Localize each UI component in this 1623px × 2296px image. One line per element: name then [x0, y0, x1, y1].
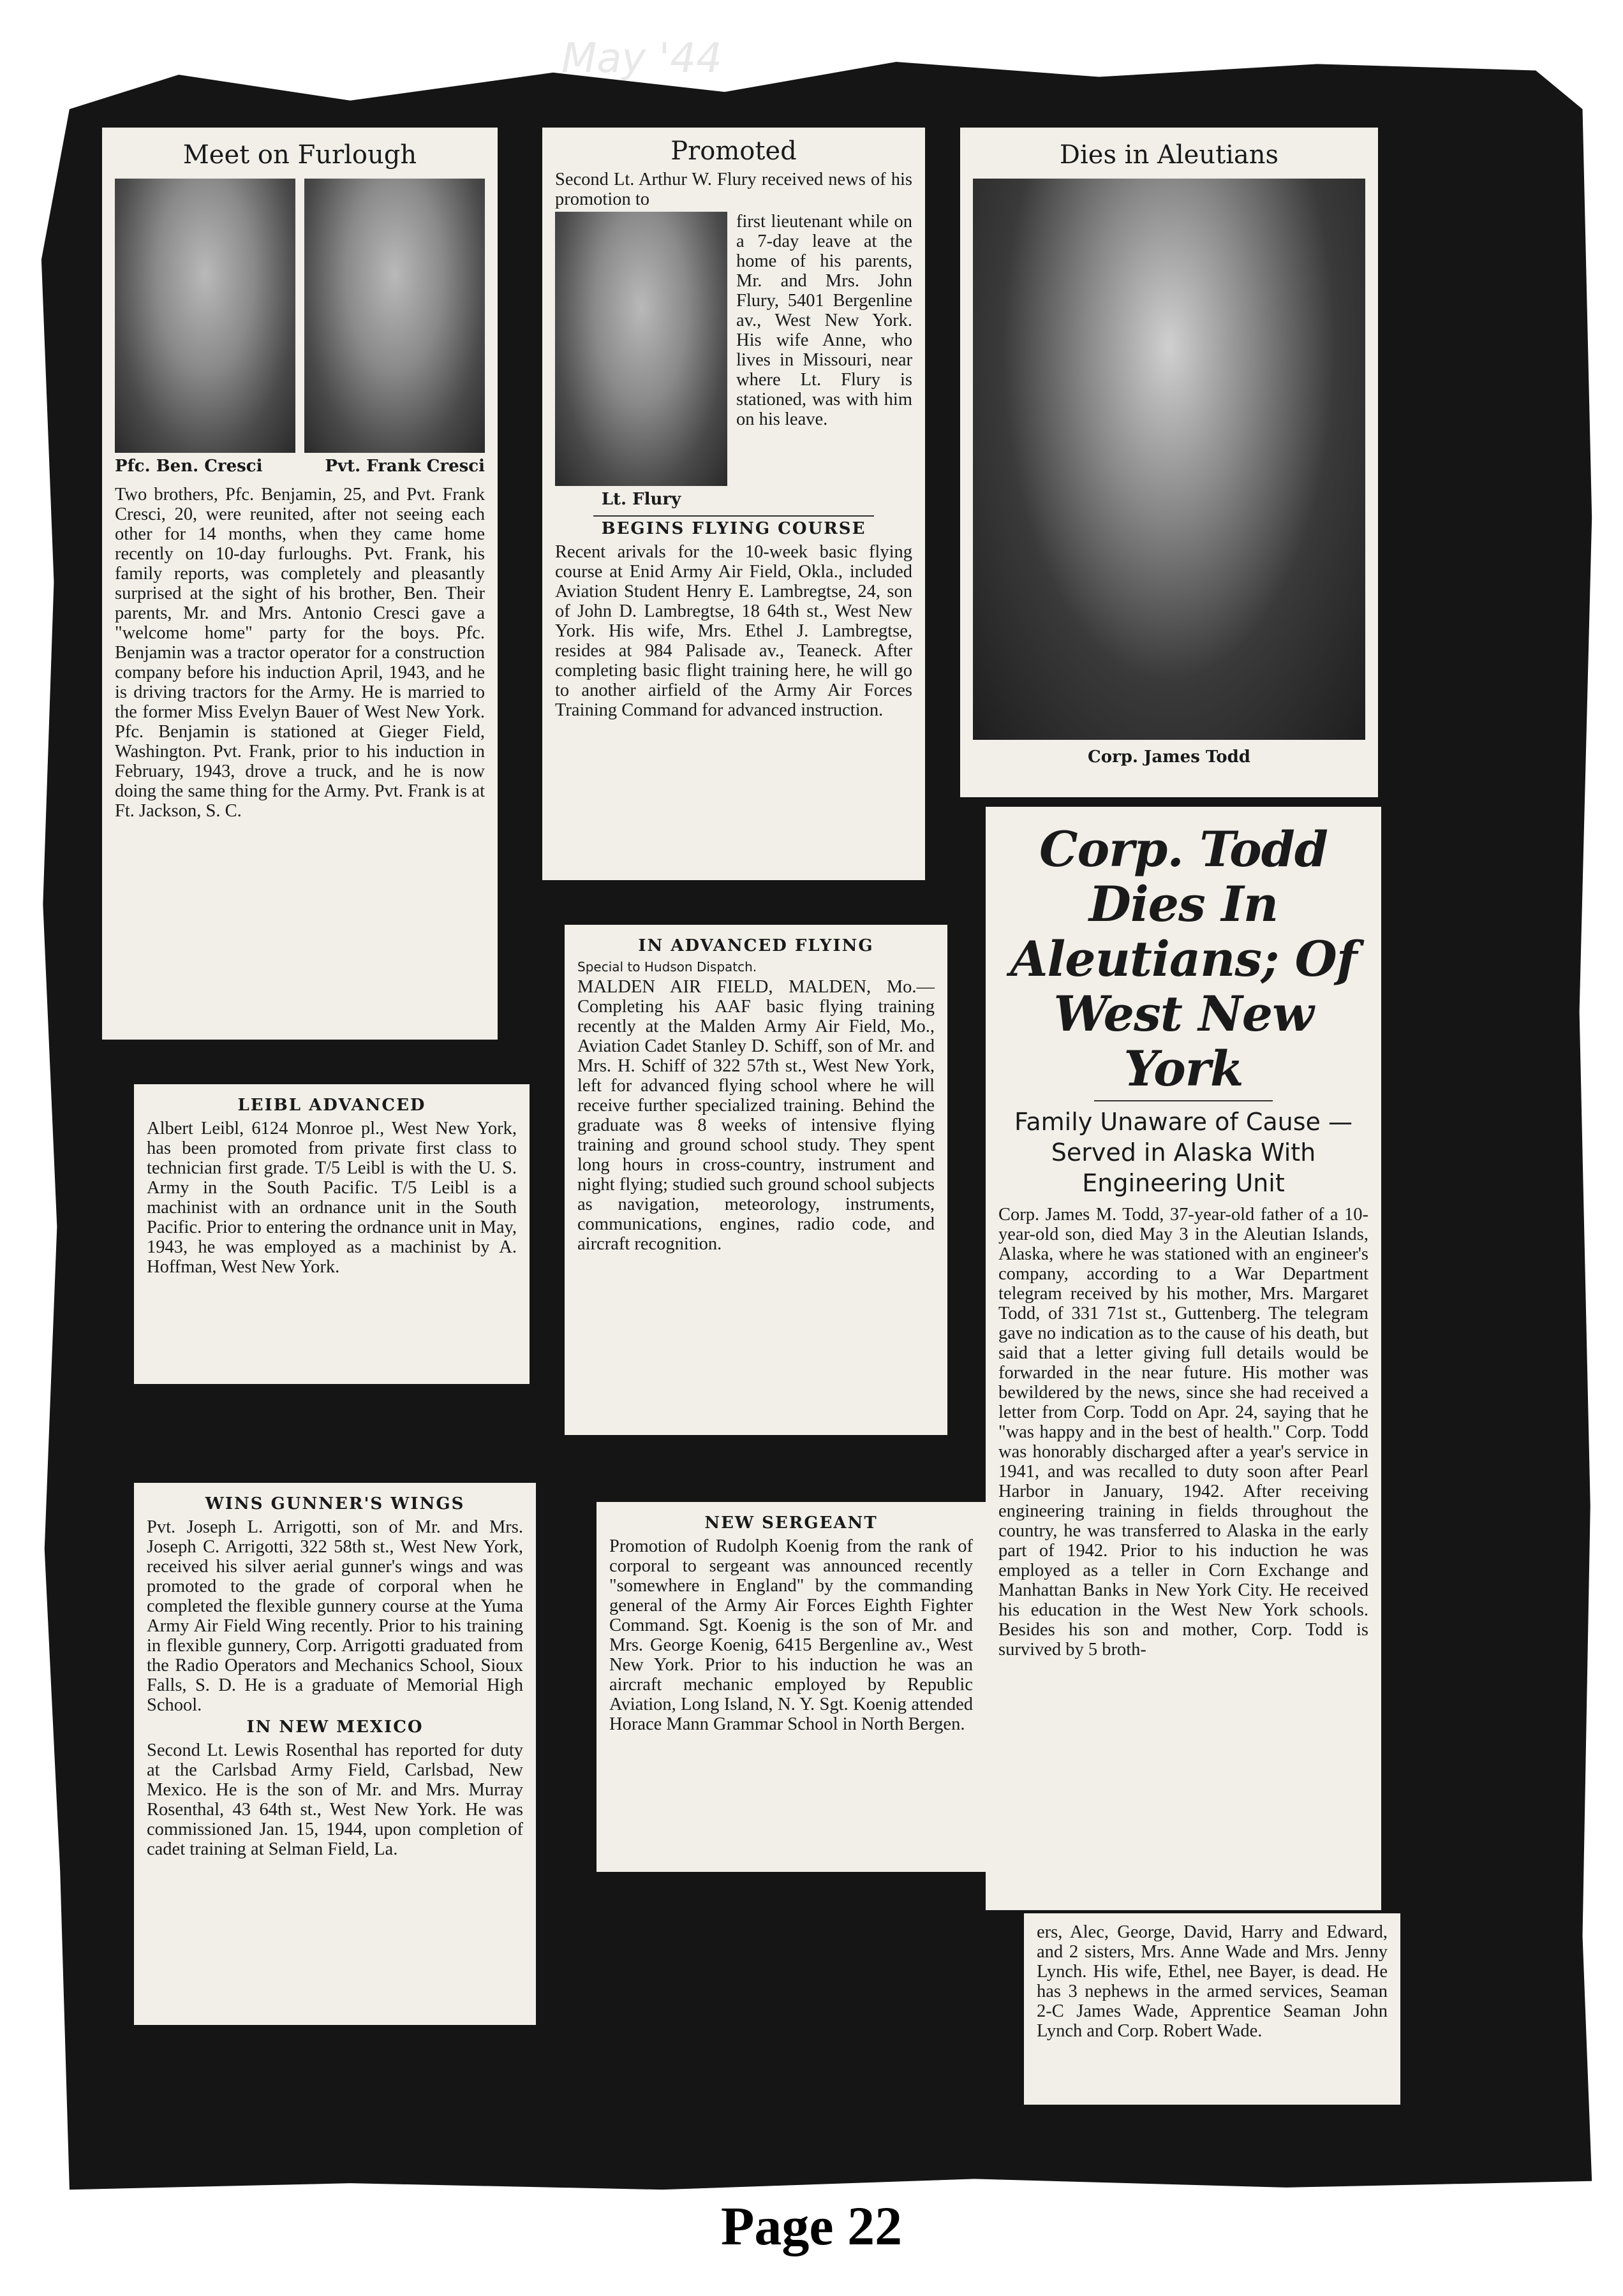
photo-james-todd: [973, 179, 1365, 740]
clipping-headline: Promoted: [671, 136, 797, 166]
clipping-in-advanced-flying: [565, 925, 947, 1435]
clipping-headline: Meet on Furlough: [182, 140, 417, 170]
photo-lt-flury: [555, 212, 727, 486]
handwritten-date: May '44: [561, 35, 722, 82]
sub-headline: IN NEW MEXICO: [246, 1718, 424, 1737]
photo-pair: [115, 179, 485, 453]
clipping-new-sergeant: [597, 1502, 986, 1872]
article-body: Two brothers, Pfc. Benjamin, 25, and Pvt. Frank Cresci, 20, were reunited, after not seeing each other for 14 months, when they came home recently on 10-day furloughs. Pvt. Frank, his family reports, was completely and pleasantly surprised at the sight of his brother, Ben. Their parents, Mr. and Mrs. Antonio Cresci gave a "welcome home" party for the boys. Pfc. Benjamin was a tractor operator for a construction company before his induction April, 1943, and he is driving tractors for the Army. He is married to the former Miss Evelyn Bauer of West New York. Pfc. Benjamin is stationed at Gieger Field, Washington. Pvt. Frank, prior to his induction in February, 1943, drove a truck, and he is now doing the same thing for the Army. Pvt. Frank is at Ft. Jackson, S. C.: [115, 485, 485, 821]
sub-headline: BEGINS FLYING COURSE: [601, 519, 866, 538]
article-deck: Family Unaware of Cause —Served in Alaska With Engineering Unit: [1014, 1108, 1352, 1197]
article-body: first lieutenant while on a 7-day leave at the home of his parents, Mr. and Mrs. John Flury, 5401 Bergenline av., West New York. His wife Anne, who lives in Missouri, near where Lt. Flury is stationed, was with him on his leave.: [736, 212, 912, 429]
clipping-headline: Dies in Aleutians: [1059, 140, 1279, 170]
dateline: Special to Hudson Dispatch.: [577, 959, 757, 975]
divider: [593, 515, 874, 517]
clipping-wins-gunners-wings: [134, 1483, 536, 2025]
photo-caption-left: Pfc. Ben. Cresci: [115, 457, 263, 476]
photo-caption: Corp. James Todd: [1088, 747, 1250, 767]
photo-block: [555, 212, 727, 509]
article-body: Corp. James M. Todd, 37-year-old father of a 10-year-old son, died May 3 in the Aleutian Islands, Alaska, where he was stationed with an engineer's company, according to a War Department telegram received by his mother, Mrs. Margaret Todd, of 331 71st st., Guttenberg. The telegram gave no indication as to the cause of his death, but said that a letter giving full details would be forwarded in the near future. His mother was bewildered by the news, since she had received a letter from Corp. Todd on Apr. 24, saying that he "was happy and in the best of health." Corp. Todd was honorably discharged after a year's service in 1941, and was recalled to duty soon after Pearl Harbor in January, 1942. After receiving engineering training in fields throughout the country, he was transferred to Alaska in the early part of 1942. Prior to his induction he was employed as a teller in Corn Exchange and Manhattan Banks in New York City. He received his education in the West New York schools. Besides his son and mother, Corp. Todd is survived by 5 broth-: [998, 1205, 1368, 1659]
page-number: Page 22: [720, 2195, 903, 2256]
clipping-headline: LEIBL ADVANCED: [237, 1096, 426, 1115]
divider: [1094, 1100, 1273, 1101]
photo-row: [555, 212, 912, 509]
photo-caption: Lt. Flury: [601, 490, 681, 509]
article-headline: Corp. Todd Dies In Aleutians; Of West New York: [1010, 821, 1357, 1097]
article-body: Pvt. Joseph L. Arrigotti, son of Mr. and Mrs. Joseph C. Arrigotti, 322 58th st., West New York, received his silver aerial gunner's wings and was promoted to the grade of corporal when he completed the flexible gunnery course at the Yuma Army Air Field Wing recently. Prior to his training in flexible gunnery, Corp. Arrigotti graduated from the Radio Operators and Mechanics School, Sioux Falls, S. D. He is a graduate of Memorial High School.: [147, 1517, 523, 1715]
sub-article-body: Recent arivals for the 10-week basic flying course at Enid Army Air Field, Okla., included Aviation Student Henry E. Lambregtse, 24, son of John D. Lambregtse, 18 64th st., West New York. His wife, Mrs. Ethel J. Lambregtse, resides at 984 Palisade av., Teaneck. After completing basic flight training here, he will go to another airfield of the Army Air Forces Training Command for advanced instruction.: [555, 542, 912, 720]
clipping-meet-on-furlough: [102, 128, 498, 1040]
article-body: MALDEN AIR FIELD, MALDEN, Mo.—Completing his AAF basic flying training recently at the Malden Army Air Field, Mo., Aviation Cadet Stanley D. Schiff, son of Mr. and Mrs. H. Schiff of 322 57th st., West New York, left for advanced flying school where he will receive further specialized training. Behind the graduate was 8 weeks of intensive flying training and ground school study. They spent long hours in cross-country, instrument and night flying; studied such ground school subjects as navigation, meteorology, instruments, communications, engines, radio code, and aircraft recognition.: [577, 977, 935, 1254]
photo-ben-cresci: [115, 179, 295, 453]
clipping-todd-continuation: [1024, 1913, 1400, 2105]
article-intro: Second Lt. Arthur W. Flury received news of his promotion to: [555, 170, 912, 209]
photo-frank-cresci: [304, 179, 485, 453]
article-continuation: ers, Alec, George, David, Harry and Edward, and 2 sisters, Mrs. Anne Wade and Mrs. Jenny Lynch. His wife, Ethel, nee Bayer, is dead. He has 3 nephews in the armed services, Seaman 2-C James Wade, Apprentice Seaman John Lynch and Corp. Robert Wade.: [1037, 1922, 1388, 2041]
clipping-headline: NEW SERGEANT: [704, 1513, 878, 1533]
article-body: Promotion of Rudolph Koenig from the rank of corporal to sergeant was announced recently "somewhere in England" by the commanding general of the Army Air Forces Eighth Fighter Command. Sgt. Koenig is the son of Mr. and Mrs. George Koenig, 6415 Bergenline av., West New York. Prior to his induction he was an aircraft mechanic employed by Republic Aviation, Long Island, N. Y. Sgt. Koenig attended Horace Mann Grammar School in North Bergen.: [609, 1536, 973, 1734]
photo-caption-right: Pvt. Frank Cresci: [325, 457, 485, 476]
photo-captions: [115, 457, 485, 476]
article-body: Albert Leibl, 6124 Monroe pl., West New York, has been promoted from private first class to technician first grade. T/5 Leibl is with the U. S. Army in the South Pacific. T/5 Leibl is a machinist with an ordnance unit in the South Pacific. Prior to entering the ordnance unit in May, 1943, he was employed as a machinist by A. Hoffman, West New York.: [147, 1119, 517, 1277]
clipping-promoted: [542, 128, 925, 880]
clipping-leibl-advanced: [134, 1084, 530, 1384]
clipping-headline: IN ADVANCED FLYING: [638, 936, 874, 955]
clipping-corp-todd-article: [986, 807, 1381, 1910]
clipping-dies-in-aleutians: [960, 128, 1378, 797]
sub-article-body: Second Lt. Lewis Rosenthal has reported for duty at the Carlsbad Army Field, Carlsbad, New Mexico. He is the son of Mr. and Mrs. Murray Rosenthal, 43 64th st., West New York. He was commissioned Jan. 15, 1944, upon completion of cadet training at Selman Field, La.: [147, 1740, 523, 1859]
clipping-headline: WINS GUNNER'S WINGS: [205, 1494, 465, 1513]
